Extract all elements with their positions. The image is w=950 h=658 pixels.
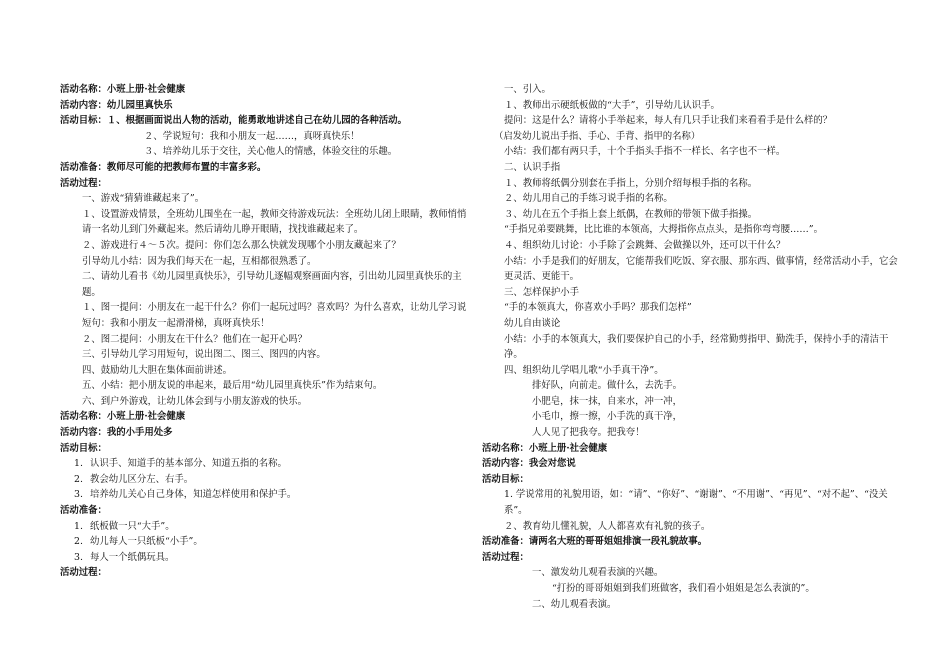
know-fingers-3: ３、幼儿在五个手指上套上纸偶，在教师的带领下做手指操。 [504,208,758,220]
intro-question: 提问：这是什么？请将小手举起来，每人有几只手让我们来看看手是什么样的？ [504,115,833,127]
song-line-4: 人人见了把我夸。把我夸！ [532,427,645,439]
process-step-2: 二、幼儿观看表演。 [532,598,617,610]
protect-summary: 小结：小手的本领真大，我们要保护自己的小手，经常勤剪指甲、勤洗手，保持小手的清洁干净。 [504,333,889,361]
protect-question: “手的本领真大，你喜欢小手吗？那我们怎样” [504,302,692,314]
step-summary: 引导幼儿小结：因为我们每天在一起，互相都很熟悉了。 [82,255,317,267]
goal-polite-kids: ２、教育幼儿懂礼貌，人人都喜欢有礼貌的孩子。 [504,520,711,532]
step-five: 五、小结：把小朋友说的串起来，最后用“幼儿园里真快乐”作为结束句。 [82,380,383,392]
activity-prep-2: 活动准备： [60,505,107,517]
prep-item-3: 3. 每人一个纸偶玩具。 [74,551,175,563]
step-six: 六、到户外游戏，让幼儿体会到与小朋友游戏的快乐。 [82,395,308,407]
activity-content-2: 活动内容：我的小手用处多 [60,427,173,439]
activity-content-3: 活动内容：我会对您说 [482,458,576,470]
activity-process-1: 活动过程： [60,177,107,189]
finger-rhyme: “手指兄弟要跳舞，比比谁的本领高，大拇指你点点头，是指你弯弯腰……”。 [504,224,823,236]
goal-3: ３、培养幼儿乐于交往，关心他人的情感，体验交往的乐趣。 [144,146,398,158]
hands-summary: 小结：小手是我们的好朋友，它能帮我们吃饭、穿衣服、那东西、做事情，经常活动小手，它会更灵活、更能干。 [504,255,898,283]
step-four: 四、鼓励幼儿大胆在集体面前讲述。 [82,364,233,376]
activity-process-3: 活动过程： [482,551,529,563]
know-fingers-2: ２、幼儿用自己的手练习说手指的名称。 [504,193,673,205]
know-fingers-4: ４、组织幼儿讨论：小手除了会跳舞、会做操以外，还可以干什么？ [504,239,786,251]
goal-item-3: 3. 培养幼儿关心自己身体，知道怎样使用和保护手。 [74,489,297,501]
know-fingers-1: １、教师将纸偶分别套在手指上，分别介绍每根手指的名称。 [504,177,758,189]
activity-process-2: 活动过程： [60,567,107,579]
step-read-book: 二、请幼儿看书《幼儿园里真快乐》，引导幼儿逐幅观察画面内容，引出幼儿园里真快乐的主题。 [82,271,462,298]
activity-goal-1: 活动目标：１、根据画面说出人物的活动，能勇敢地讲述自己在幼儿园的各种活动。 [60,115,407,127]
process-step-1: 一、激发幼儿观看表演的兴趣。 [532,567,664,579]
process-quote: “打扮的哥哥姐姐到我们班做客，我们看小姐姐是怎么表演的”。 [552,583,815,594]
activity-content-1: 活动内容：幼儿园里真快乐 [60,99,173,111]
step-game: 一、游戏“猜猜谁藏起来了”。 [82,193,205,205]
activity-prep-3: 活动准备：请两名大班的哥哥姐姐排演一段礼貌故事。 [482,536,708,548]
song-line-3: 小毛巾，擦一擦，小手洗的真干净， [532,411,683,423]
goal-polite-words: 1. 学说常用的礼貌用语，如：“请”、“你好”、“谢谢”、“不用谢”、“再见”、“对不起”、“没关系”。 [504,489,888,517]
goal-item-2: 2. 教会幼儿区分左、右手。 [74,473,194,485]
intro-hint: （启发幼儿说出手指、手心、手背、指甲的名称） [494,130,701,142]
step-three: 三、引导幼儿学习用短句，说出图二、图三、图四的内容。 [82,349,326,361]
intro-1: １、教师出示硬纸板做的“大手”，引导幼儿认识手。 [504,99,720,111]
left-column [60,82,470,581]
song-step: 四、组织幼儿学唱儿歌“小手真干净”。 [504,364,664,376]
activity-name-2: 活动名称：小班上册·社会健康 [60,411,186,423]
prep-item-2: 2. 幼儿每人一只纸板“小手”。 [74,536,203,548]
activity-prep-1: 活动准备：教师尽可能的把教师布置的丰富多彩。 [60,161,267,173]
activity-name-1: 活动名称：小班上册·社会健康 [60,84,186,95]
step-picture-1: １、图一提问：小朋友在一起干什么？你们一起玩过吗？喜欢吗？为什么喜欢，让幼儿学习说短句：我和小朋友一起滑滑梯，真呀真快乐！ [82,302,467,329]
step-picture-2: ２、图二提问：小朋友在干什么？他们在一起开心吗？ [82,333,308,345]
goal-item-1: 1. 认识手、知道手的基本部分、知道五指的名称。 [74,458,287,470]
song-line-1: 排好队，向前走。做什么，去洗手。 [532,380,683,392]
intro-summary: 小结：我们都有两只手，十个手指头手指不一样长、名字也不一样。 [504,146,786,158]
activity-name-3: 活动名称：小班上册·社会健康 [482,442,608,454]
activity-goal-3: 活动目标： [482,473,529,485]
right-column [482,82,898,612]
know-fingers: 二、认识手指 [504,161,561,173]
protect-hands: 三、怎样保护小手 [504,286,580,298]
goal-2: ２、学说短句：我和小朋友一起……，真呀真快乐！ [144,130,360,142]
step-game-2: ２、游戏进行４～５次。提问：你们怎么那么快就发现哪个小朋友藏起来了？ [82,239,401,251]
step-game-1: １、设置游戏情景，全班幼儿围坐在一起，教师交待游戏玩法：全班幼儿闭上眼睛，教师悄悄请一名幼儿到门外藏起来。然后请幼儿睁开眼睛，找找谁藏起来了。 [82,208,467,236]
activity-goal-2: 活动目标： [60,442,107,454]
intro: 一、引入。 [504,84,551,95]
prep-item-1: 1. 纸板做一只“大手”。 [74,520,175,532]
song-line-2: 小肥皂，抹一抹，自来水，冲一冲， [532,395,683,407]
free-talk: 幼儿自由谈论 [504,317,561,329]
